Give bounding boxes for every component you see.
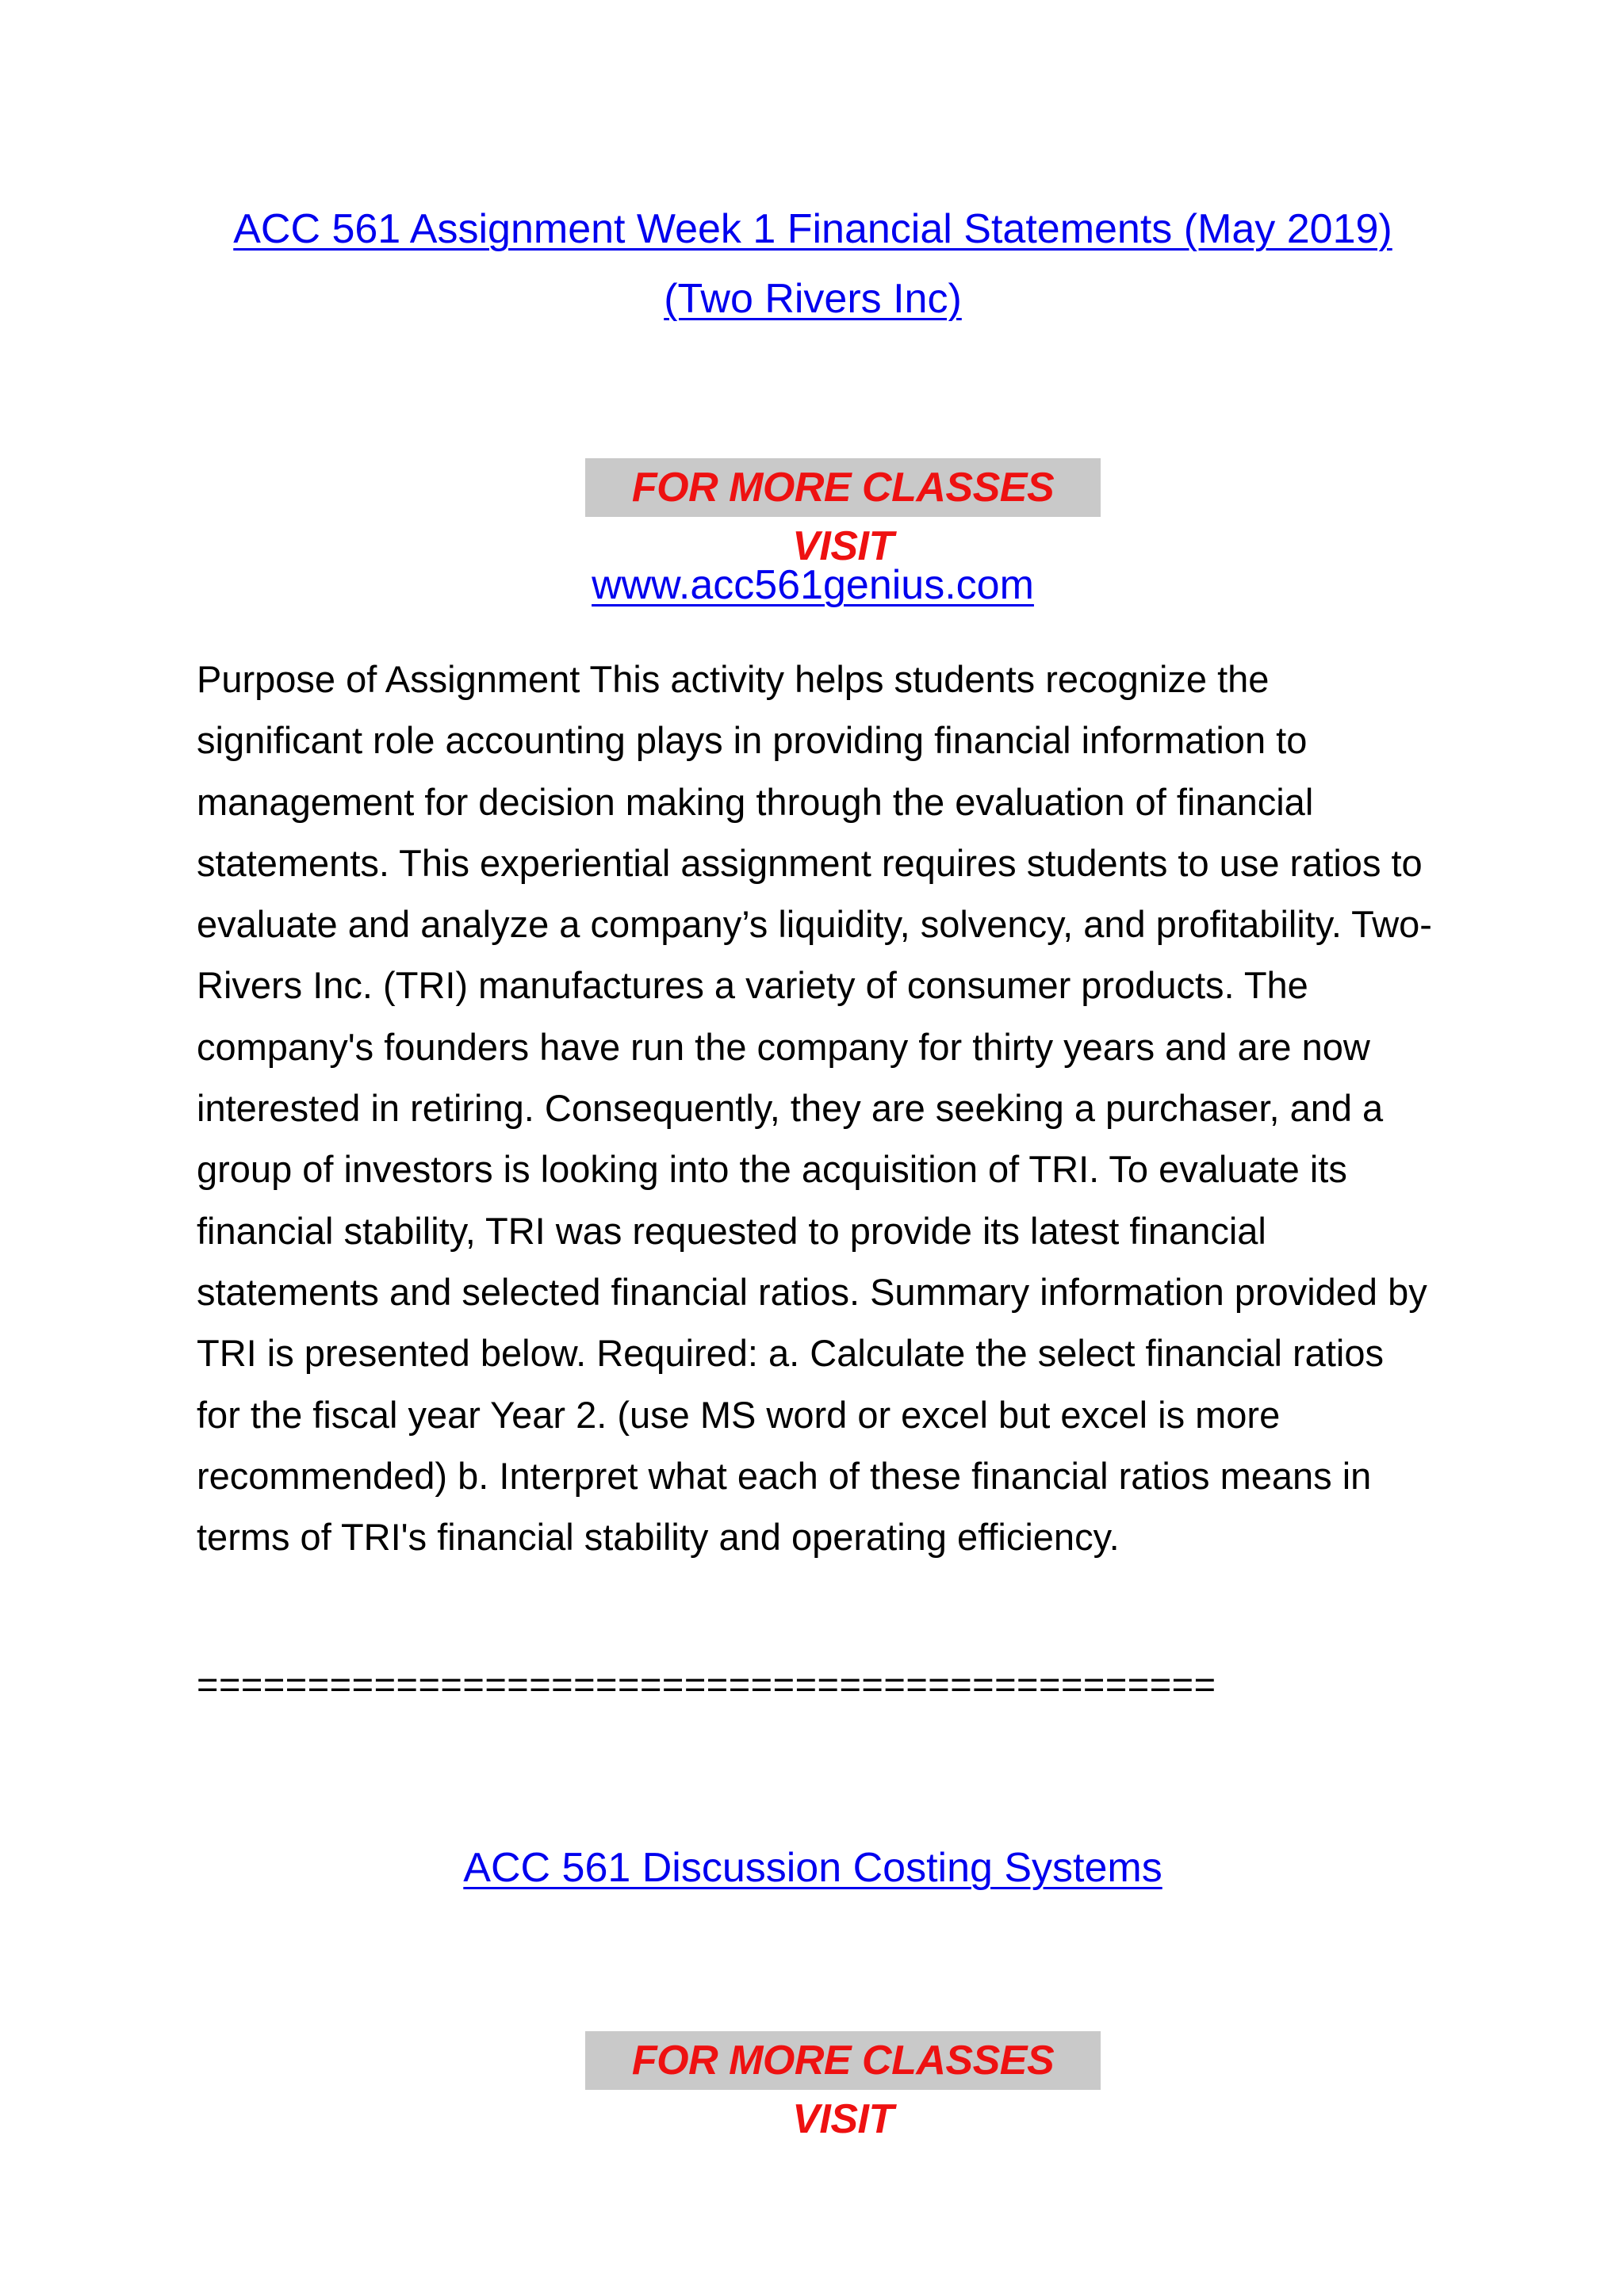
promo-text: FOR MORE CLASSES VISIT (631, 465, 1055, 569)
assignment-title (198, 194, 1427, 334)
assignment-description: Purpose of Assignment This activity helps students recognize the significant role accounting plays in providing financial information to management for decision making through the evaluation of financial statements. This experiential assignment requires students to use ratios to evaluate and analyze a company’s liquidity, solvency, and profitability. Two-Rivers Inc. (TRI) manufactures a variety of consumer products. The company's founders have run the company for thirty years and are now interested in retiring. Consequently, they are seeking a purchaser, and a group of investors is looking into the acquisition of TRI. To evaluate its financial stability, TRI was requested to provide its latest financial statements and selected financial ratios. Summary information provided by TRI is presented below. Required: a. Calculate the select financial ratios for the fiscal year Year 2. (use MS word or excel but excel is more recommended) b. Interpret what each of these financial ratios means in terms of TRI's financial stability and operating efficiency. (197, 658, 1432, 1559)
discussion-title-link[interactable]: ACC 561 Discussion Costing Systems (463, 1845, 1162, 1891)
website (198, 553, 1427, 617)
assignment-title-link[interactable]: ACC 561 Assignment Week 1 Financial Statements (May 2019) (Two Rivers Inc) (233, 206, 1392, 322)
section-separator: ============================================== (197, 1663, 1216, 1705)
discussion-title (198, 1836, 1427, 1900)
promo-text-2: FOR MORE CLASSES VISIT (631, 2038, 1055, 2142)
promo-banner (585, 458, 1101, 569)
website-link[interactable]: www.acc561genius.com (592, 562, 1034, 608)
promo-banner-2 (585, 2031, 1101, 2142)
